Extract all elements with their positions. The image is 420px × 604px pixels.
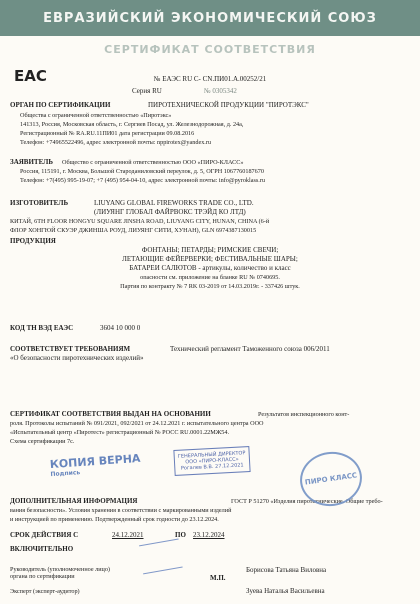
validity-from: 24.12.2021 [112, 531, 144, 539]
product-line-4: опасности см. приложение на бланке RU № 0740695. [140, 274, 280, 281]
expert-name: Зуева Наталья Васильевна [246, 587, 325, 595]
validity-to: 23.12.2024 [193, 531, 225, 539]
manufacturer-line-2: (ЛИУЯНГ ГЛОБАЛ ФАЙРВОКС ТРЭЙД КО ЛТД) [94, 208, 246, 216]
manufacturer-label: ИЗГОТОВИТЕЛЬ [10, 199, 69, 207]
org-line-4: Регистрационный № RA.RU.11ПИ01 дата регистрации 09.08.2016 [20, 130, 195, 137]
basis-line-1: Результатов инспекционного конт- [258, 411, 350, 418]
org-line-2: Общества с ограниченной ответственностью «Пиротэкс» [20, 112, 172, 119]
org-line-5: Телефон: +74965522496, адрес электронной почты: nppirotex@yandex.ru [20, 139, 211, 146]
basis-line-4: Схема сертификации 7с. [10, 438, 75, 445]
expert-signature [141, 557, 182, 575]
basis-label: СЕРТИФИКАТ СООТВЕТСТВИЯ ВЫДАН НА ОСНОВАНИИ [10, 410, 211, 418]
copy-verified-stamp [49, 452, 141, 478]
product-line-3: БАТАРЕИ САЛЮТОВ - артикулы, количество и класс [129, 264, 291, 272]
tnved-value: 3604 10 000 0 [100, 324, 141, 332]
applicant-line-3: Телефон: +7(495) 995-19-07; +7 (495) 954-04-10, адрес электронной почты: info@pyroklass.ru [20, 177, 265, 184]
eac-logo: EAC [14, 67, 47, 85]
requirements-line-2: «О безопасности пиротехнических изделий» [10, 354, 144, 362]
copy-verified-text: КОПИЯ ВЕРНА [49, 451, 141, 472]
validity-inclusive-label: ВКЛЮЧИТЕЛЬНО [10, 545, 74, 553]
certificate-series: Серия RU [132, 87, 162, 95]
additional-info-label: ДОПОЛНИТЕЛЬНАЯ ИНФОРМАЦИЯ [10, 497, 138, 505]
applicant-line-1: Общество с ограниченной ответственностью ООО «ПИРО-КЛАСС» [62, 159, 244, 166]
org-line-1: ПИРОТЕХНИЧЕСКОЙ ПРОДУКЦИИ "ПИРОТЭКС" [148, 101, 309, 109]
product-line-5: Партия по контракту № 7 RK 03-2019 от 14.03.2019г. - 337426 штук. [120, 283, 300, 290]
manufacturer-line-4: ФЛОР ХОНГЮЙ СКУЭР ДЖИНША РОУД, ЛИУЯНГ СИТИ, ХУНАН), GLN 6974387130015 [10, 227, 257, 234]
head-label: Руководитель (уполномоченное лицо) органа по сертификации [10, 566, 110, 580]
certificate-series-number: № 0305342 [204, 87, 237, 95]
certificate-title: СЕРТИФИКАТ СООТВЕТСТВИЯ [104, 43, 316, 56]
certificate-number: № ЕАЭС RU С- CN.ПИ01.А.00252/21 [153, 75, 267, 83]
director-stamp: ГЕНЕРАЛЬНЫЙ ДИРЕКТОР ООО «ПИРО-КЛАСС» Рогалев В.В. 27.12.2021 [173, 446, 250, 476]
head-name: Борисова Татьяна Виловна [246, 566, 327, 574]
additional-line-1: ГОСТ Р 51270 «Изделия пиротехнические. Общие требо- [231, 498, 383, 505]
org-line-3: 141313, Россия, Московская область, г. Сергиев Посад, ул. Железнодорожная, д. 24а, [20, 121, 244, 128]
org-label: ОРГАН ПО СЕРТИФИКАЦИИ [10, 101, 111, 109]
eaeu-banner: ЕВРАЗИЙСКИЙ ЭКОНОМИЧЕСКИЙ СОЮЗ [0, 0, 420, 36]
product-line-1: ФОНТАНЫ; ПЕТАРДЫ; РИМСКИЕ СВЕЧИ; [141, 246, 279, 254]
basis-line-2: роля. Протоколы испытаний № 091/2021, 092/2021 от 24.12.2021 г. испытательного центра ООО [10, 420, 264, 427]
additional-line-2: вания безопасности». Условия хранения в соответствии с маркированными изделий [10, 507, 232, 514]
copy-signature-label: Подпись [50, 469, 81, 479]
requirements-label: СООТВЕТСТВУЕТ ТРЕБОВАНИЯМ [10, 345, 131, 353]
validity-from-label: СРОК ДЕЙСТВИЯ С [10, 531, 79, 539]
product-label: ПРОДУКЦИЯ [10, 237, 56, 245]
requirements-line-1: Технический регламент Таможенного союза 006/2011 [170, 345, 330, 353]
applicant-label: ЗАЯВИТЕЛЬ [10, 158, 54, 166]
validity-to-label: ПО [175, 531, 186, 539]
tnved-label: КОД ТН ВЭД ЕАЭС [10, 324, 74, 332]
expert-label: Эксперт (эксперт-аудитор) [10, 588, 80, 595]
basis-line-3: «Испытательный центр «Пиротест» регистрационный № РОСС RU.0001.22МЖ54. [10, 429, 230, 436]
manufacturer-line-3: КИТАЙ, 6TH FLOOR HONGYU SQUARE JINSHA ROAD, LIUYANG CITY, HUNAN, CHINA (6-й [10, 218, 270, 225]
company-round-stamp: ПИРО КЛАСС [297, 448, 366, 510]
additional-line-3: и инструкцией по применению. Подтвержденный срок годности до 23.12.2024. [10, 516, 219, 523]
seal-place-label: М.П. [210, 574, 226, 582]
manufacturer-line-1: LIUYANG GLOBAL FIREWORKS TRADE CO., LTD. [94, 199, 254, 207]
applicant-line-2: Россия, 115191, г. Москва, Большой Староданиловский переулок, д. 5, ОГРН 1067760187670 [20, 168, 264, 175]
product-line-2: ЛЕТАЮЩИЕ ФЕЙЕРВЕРКИ; ФЕСТИВАЛЬНЫЕ ШАРЫ; [122, 255, 298, 263]
